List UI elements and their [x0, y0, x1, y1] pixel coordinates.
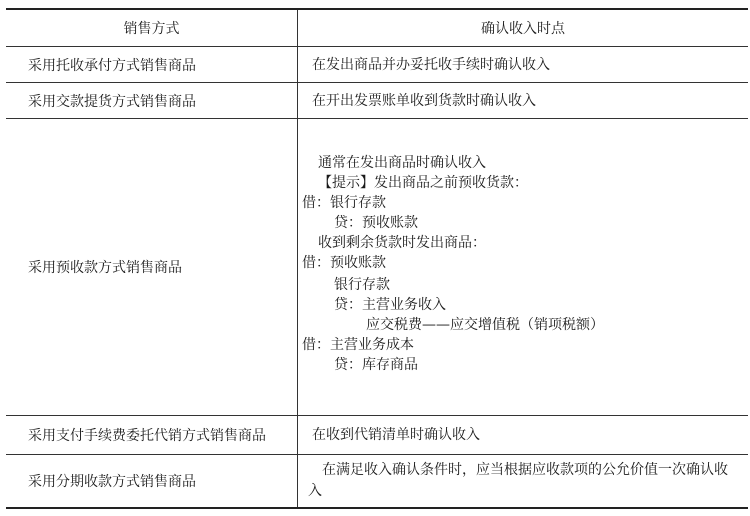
recognition-timing-cell: [298, 455, 748, 507]
journal-debit-line: 借：预收账款: [302, 255, 386, 271]
sales-method-cell: 采用预收款方式销售商品: [6, 119, 298, 415]
journal-credit-line: 应交税费——应交增值税（销项税额）: [366, 317, 604, 333]
table-row: [6, 46, 748, 82]
recognition-timing-cell: [298, 83, 748, 118]
journal-debit-line: 借：银行存款: [302, 195, 386, 211]
journal-credit-line: 贷：预收账款: [334, 215, 418, 231]
tip-text: 【提示】发出商品之前预收货款：: [318, 175, 528, 191]
table-row: [6, 118, 748, 415]
sales-method-cell: 采用支付手续费委托代销方式销售商品: [6, 416, 298, 454]
recognition-timing-cell: [298, 416, 748, 454]
table-row: [6, 82, 748, 118]
table-row: [6, 454, 748, 509]
timing-text: 在收到代销清单时确认收入: [312, 427, 480, 443]
recognition-timing-cell: [298, 47, 748, 82]
timing-text: 在开出发票账单收到货款时确认收入: [312, 92, 536, 109]
sales-method-cell: 采用分期收款方式销售商品: [6, 455, 298, 507]
table-row: [6, 415, 748, 454]
sales-method-cell: 采用托收承付方式销售商品: [6, 47, 298, 82]
timing-text: 在满足收入确认条件时，应当根据应收款项的公允价值一次确认收入: [308, 462, 728, 499]
header-sales-method: 销售方式: [6, 10, 298, 46]
sales-method-cell: 采用交款提货方式销售商品: [6, 83, 298, 118]
journal-credit-line: 贷：库存商品: [334, 357, 418, 373]
note-text: 收到剩余货款时发出商品：: [318, 235, 486, 251]
revenue-recognition-table: [6, 8, 748, 509]
timing-text: 在发出商品并办妥托收手续时确认收入: [312, 56, 550, 73]
timing-text: 通常在发出商品时确认收入: [318, 155, 486, 171]
table-header-row: [6, 8, 748, 46]
recognition-timing-cell: [298, 119, 748, 415]
header-recognition-timing: 确认收入时点: [481, 21, 565, 37]
journal-debit-line: 借：主营业务成本: [302, 337, 414, 353]
journal-credit-line: 贷：主营业务收入: [334, 297, 446, 313]
journal-debit-line: 银行存款: [334, 277, 390, 293]
